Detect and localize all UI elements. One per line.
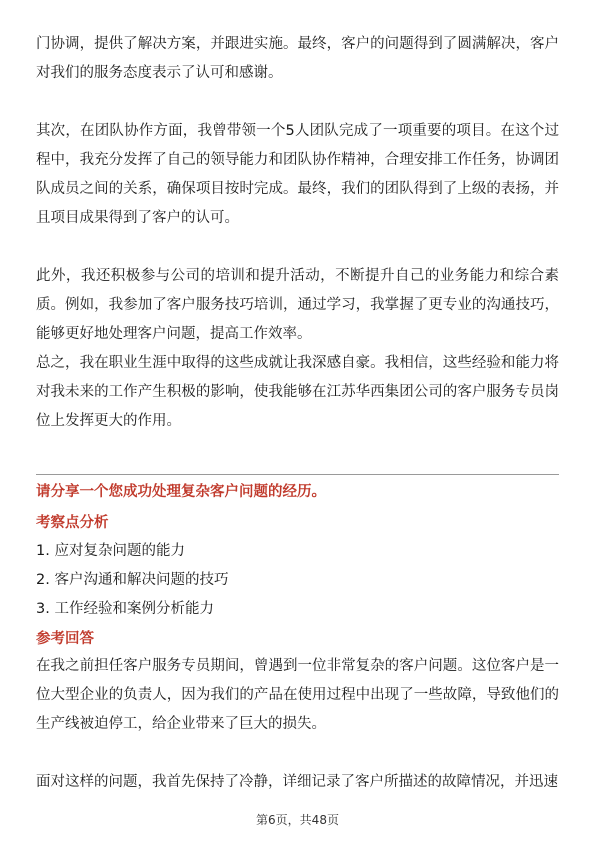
page-number-footer: 第6页，共48页 <box>256 813 339 827</box>
analysis-heading: 考察点分析 <box>36 515 109 531</box>
analysis-point: 3. 工作经验和案例分析能力 <box>36 601 214 617</box>
analysis-points-list <box>36 537 228 624</box>
answer-paragraph: 在我之前担任客户服务专员期间，曾遇到一位非常复杂的客户问题。这位客户是一位大型企业的负责人，因为我们的产品在使用过程中出现了一些故障，导致他们的生产线被迫停工，给企业带来了巨大的损失。 <box>36 658 559 732</box>
analysis-point: 1. 应对复杂问题的能力 <box>36 543 185 559</box>
analysis-point: 2. 客户沟通和解决问题的技巧 <box>36 572 229 588</box>
answer-paragraph: 面对这样的问题，我首先保持了冷静，详细记录了客户所描述的故障情况，并迅速 <box>36 774 558 790</box>
paragraph-intro-continued: 门协调，提供了解决方案，并跟进实施。最终，客户的问题得到了圆满解决，客户对我们的服务态度表示了认可和感谢。 <box>36 36 559 81</box>
question-title: 请分享一个您成功处理复杂客户问题的经历。 <box>36 484 326 500</box>
answer-heading: 参考回答 <box>36 631 94 647</box>
paragraph-training: 此外，我还积极参与公司的培训和提升活动，不断提升自己的业务能力和综合素质。例如，我参加了客户服务技巧培训，通过学习，我掌握了更专业的沟通技巧，能够更好地处理客户问题，提高工作效率。 <box>36 268 559 342</box>
paragraph-conclusion: 总之，我在职业生涯中取得的这些成就让我深感自豪。我相信，这些经验和能力将对我未来的工作产生积极的影响，使我能够在江苏华西集团公司的客户服务专员岗位上发挥更大的作用。 <box>36 355 559 429</box>
paragraph-teamwork: 其次，在团队协作方面，我曾带领一个5人团队完成了一项重要的项目。在这个过程中，我充分发挥了自己的领导能力和团队协作精神，合理安排工作任务，协调团队成员之间的关系，确保项目按时完成。最终，我们的团队得到了上级的表扬，并且项目成果得到了客户的认可。 <box>36 123 559 226</box>
section-divider <box>36 474 559 475</box>
